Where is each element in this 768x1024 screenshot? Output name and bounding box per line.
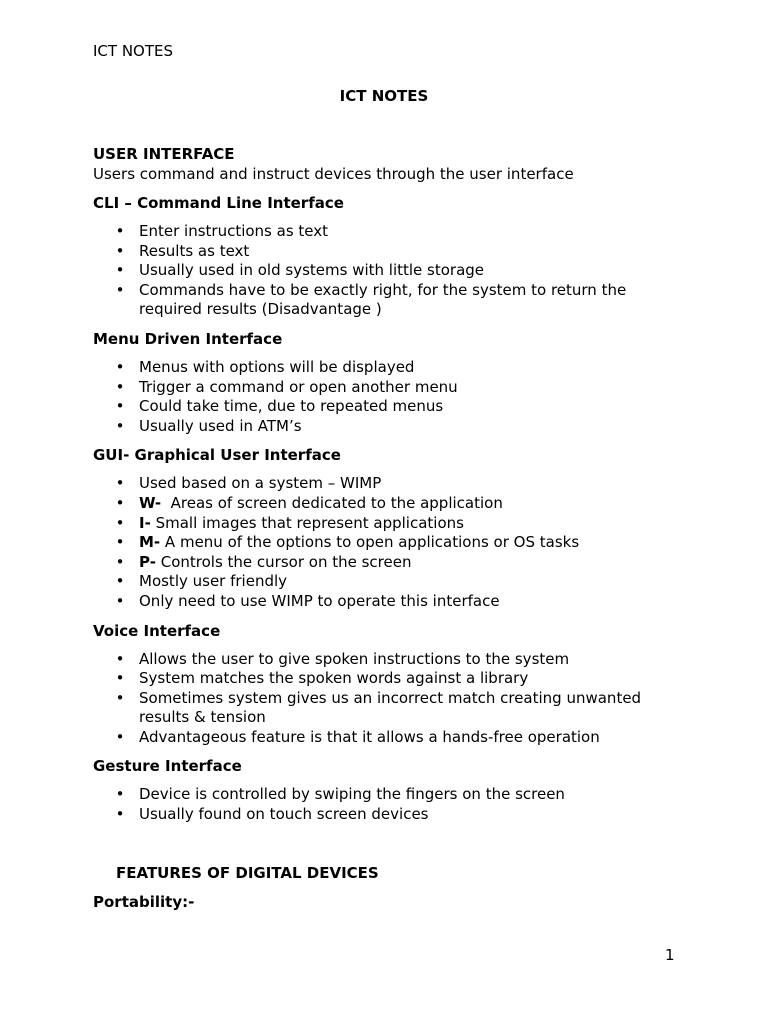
list-item [93,785,693,805]
list-item-text: Menus with options will be displayed [139,357,415,376]
bullet-icon: • [115,669,125,688]
wimp-w-prefix: W- [139,493,162,512]
list-item-text: Allows the user to give spoken instructions to the system [139,649,570,668]
bullet-icon: • [115,377,125,396]
list-item [93,397,693,417]
bullet-icon: • [115,572,125,591]
list-item-text: Controls the cursor on the screen [155,552,412,571]
menu-driven-list [93,358,693,436]
list-item-text: Advantageous feature is that it allows a hands-free operation [139,727,600,746]
gui-heading: GUI- Graphical User Interface [93,446,341,465]
document-body [93,144,693,912]
list-item [93,281,693,320]
wimp-i-prefix: I- [139,513,151,532]
bullet-icon: • [115,785,125,804]
list-item [93,358,693,378]
bullet-icon: • [115,805,125,824]
list-item [93,689,693,728]
menu-driven-heading: Menu Driven Interface [93,329,283,348]
bullet-icon: • [115,649,125,668]
list-item-text: Device is controlled by swiping the fingers on the screen [139,785,565,804]
list-item-text: Usually used in ATM’s [139,416,302,435]
list-item [93,650,693,670]
list-item [93,261,693,281]
portability-heading: Portability:- [93,892,195,911]
bullet-icon: • [115,493,125,512]
list-item-text: Sometimes system gives us an incorrect match creating unwanted results & tension [139,688,642,727]
cli-heading: CLI – Command Line Interface [93,194,344,212]
list-item-text: Enter instructions as text [139,222,329,240]
list-item [93,572,693,592]
bullet-icon: • [115,280,125,299]
bullet-icon: • [115,357,125,376]
list-item-text: Commands have to be exactly right, for the system to return the required results (Disadvantage ) [139,280,627,319]
list-item [93,378,693,398]
bullet-icon: • [115,533,125,552]
list-item-text: Trigger a command or open another menu [139,377,458,396]
user-interface-intro: Users command and instruct devices through the user interface [93,165,574,183]
page-number: 1 [665,946,675,964]
bullet-icon: • [115,241,125,260]
list-item [93,805,693,825]
wimp-m-prefix: M- [139,533,161,552]
list-item [93,514,693,534]
bullet-icon: • [115,727,125,746]
bullet-icon: • [115,397,125,416]
list-item-text: Mostly user friendly [139,572,288,591]
bullet-icon: • [115,688,125,707]
bullet-icon: • [115,591,125,610]
gui-list [93,474,693,611]
list-item [93,728,693,748]
gesture-list [93,785,693,824]
list-item-text: Could take time, due to repeated menus [139,397,444,416]
list-item-text: Usually used in old systems with little storage [139,261,485,280]
bullet-icon: • [115,513,125,532]
cli-list [93,222,693,320]
features-heading: FEATURES OF DIGITAL DEVICES [116,863,379,882]
list-item [93,669,693,689]
list-item-text: Used based on a system – WIMP [139,474,382,493]
bullet-icon: • [115,474,125,493]
list-item-text: Usually found on touch screen devices [139,805,429,824]
list-item-text: Only need to use WIMP to operate this interface [139,591,500,610]
list-item [93,417,693,437]
list-item [93,222,693,242]
list-item-text: Areas of screen dedicated to the application [161,493,503,512]
list-item-text: A menu of the options to open applications or OS tasks [160,533,580,552]
wimp-p-prefix: P- [139,552,156,571]
list-item [93,592,693,612]
list-item [93,553,693,573]
user-interface-heading: USER INTERFACE [93,145,235,163]
list-item [93,242,693,262]
list-item-text: Small images that represent applications [150,513,464,532]
list-item [93,474,693,494]
bullet-icon: • [115,416,125,435]
bullet-icon: • [115,552,125,571]
running-header: ICT NOTES [93,42,174,60]
voice-heading: Voice Interface [93,621,221,640]
bullet-icon: • [115,222,125,240]
list-item-text: Results as text [139,241,250,260]
list-item [93,533,693,553]
list-item [93,494,693,514]
bullet-icon: • [115,261,125,280]
list-item-text: System matches the spoken words against a library [139,669,529,688]
document-title: ICT NOTES [339,87,429,105]
gesture-heading: Gesture Interface [93,757,242,776]
voice-list [93,650,693,748]
